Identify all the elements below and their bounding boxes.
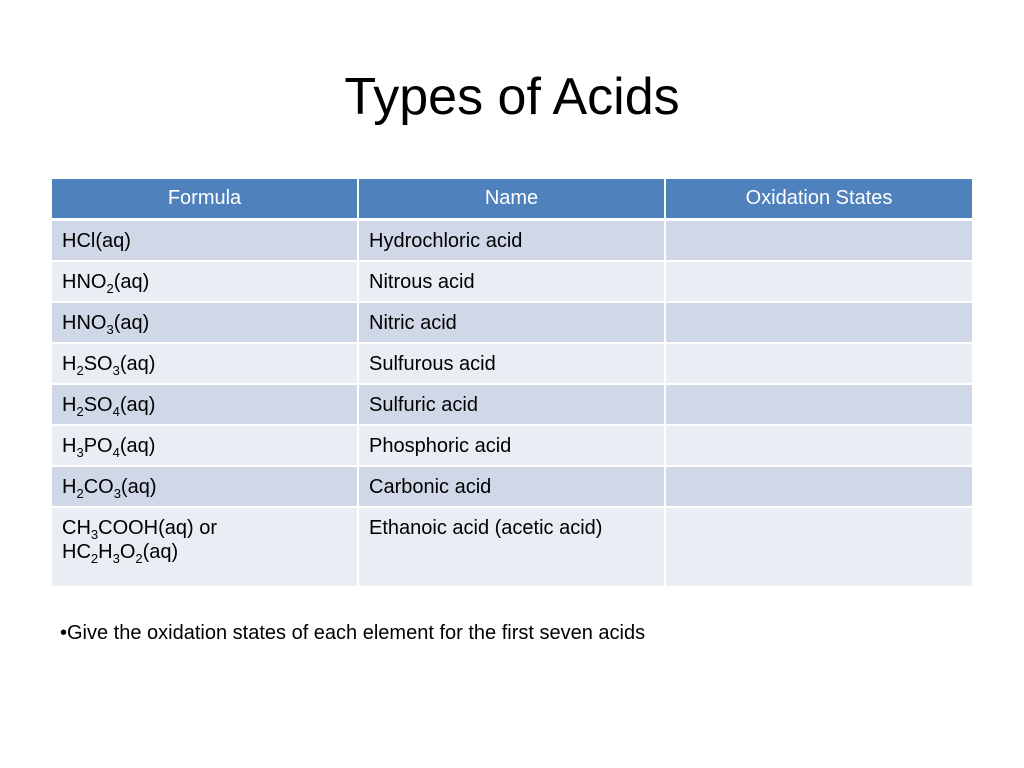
oxidation-cell bbox=[665, 302, 972, 343]
table-row bbox=[52, 343, 972, 384]
header-formula: Formula bbox=[52, 179, 358, 220]
table-row bbox=[52, 220, 972, 262]
table-header-row bbox=[52, 179, 972, 220]
oxidation-cell bbox=[665, 466, 972, 507]
formula-cell: $H_2SO_4(aq)$ bbox=[52, 384, 358, 425]
oxidation-cell bbox=[665, 261, 972, 302]
formula-cell: $H_2CO_3(aq)$ bbox=[52, 466, 358, 507]
formula-cell: $CH_3COOH(aq)$ or $HC_2H_3O_2(aq)$ bbox=[52, 507, 358, 587]
table-row bbox=[52, 425, 972, 466]
table-row bbox=[52, 384, 972, 425]
formula-cell: HCl(aq) bbox=[52, 220, 358, 262]
name-cell: Phosphoric acid bbox=[358, 425, 665, 466]
oxidation-cell bbox=[665, 425, 972, 466]
formula-cell: $HNO_3(aq)$ bbox=[52, 302, 358, 343]
formula-cell: $H_2SO_3(aq)$ bbox=[52, 343, 358, 384]
name-cell: Hydrochloric acid bbox=[358, 220, 665, 262]
table-row bbox=[52, 466, 972, 507]
instruction-bullet: •Give the oxidation states of each element for the first seven acids bbox=[60, 622, 646, 644]
acids-table bbox=[52, 179, 972, 588]
oxidation-cell bbox=[665, 507, 972, 587]
formula-cell: $H_3PO_4(aq)$ bbox=[52, 425, 358, 466]
table-row bbox=[52, 507, 972, 587]
name-cell: Sulfurous acid bbox=[358, 343, 665, 384]
name-cell: Ethanoic acid (acetic acid) bbox=[358, 507, 665, 587]
oxidation-cell bbox=[665, 384, 972, 425]
name-cell: Nitrous acid bbox=[358, 261, 665, 302]
name-cell: Carbonic acid bbox=[358, 466, 665, 507]
table-row bbox=[52, 261, 972, 302]
name-cell: Sulfuric acid bbox=[358, 384, 665, 425]
name-cell: Nitric acid bbox=[358, 302, 665, 343]
oxidation-cell bbox=[665, 220, 972, 262]
header-oxidation-states: Oxidation States bbox=[665, 179, 972, 220]
formula-cell: $HNO_2(aq)$ bbox=[52, 261, 358, 302]
oxidation-cell bbox=[665, 343, 972, 384]
header-name: Name bbox=[358, 179, 665, 220]
slide-title: Types of Acids bbox=[344, 68, 680, 126]
table-row bbox=[52, 302, 972, 343]
